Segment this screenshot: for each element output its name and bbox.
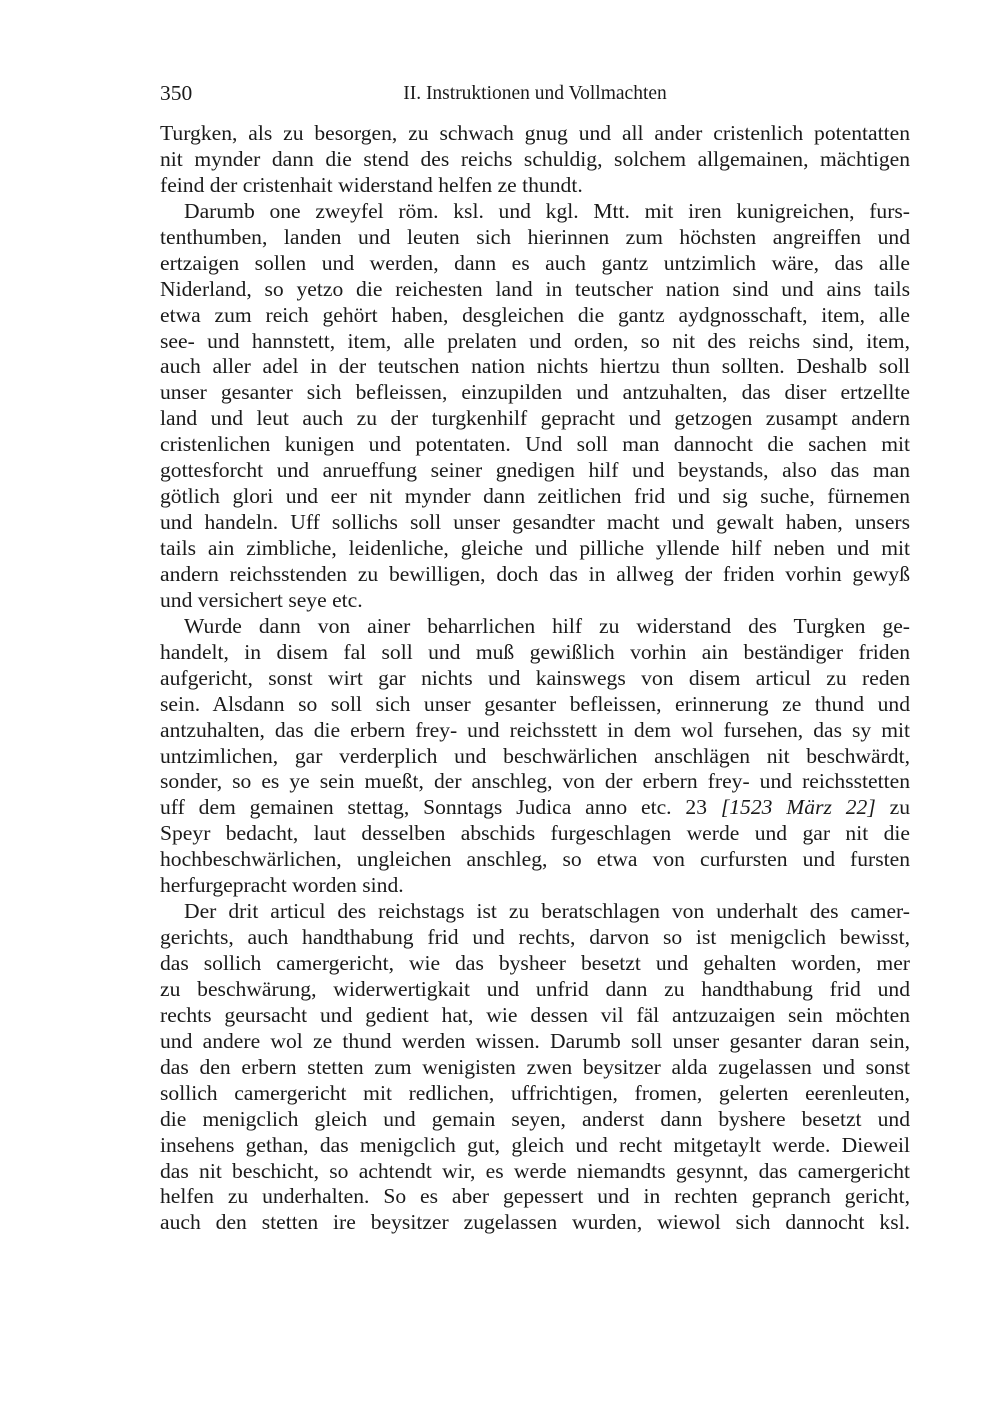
text-line: das den erbern stetten zum wenigisten zwen beysitzer alda zugelassen und sonst — [160, 1054, 910, 1079]
paragraph-3 — [160, 614, 910, 899]
text-line: etwa zum reich gehört haben, desgleichen die gantz aydgnosschaft, item, alle — [160, 302, 910, 327]
text-line: hochbeschwärlichen, ungleichen anschleg, so etwa von curfursten und fursten — [160, 847, 910, 872]
text-line: ertzaigen sollen und werden, dann es auch gantz untzimlich wäre, das alle — [160, 250, 910, 275]
text-line: andern reichsstenden zu bewilligen, doch das in allweg der friden vorhin gewyß — [160, 561, 910, 586]
text-line: Turgken, als zu besorgen, zu schwach gnug und all ander cristenlich potentatten — [160, 121, 910, 145]
text-line: nit mynder dann die stend des reichs schuldig, solchem allgemainen, mächtigen — [160, 146, 910, 171]
text-line: Darumb one zweyfel röm. ksl. und kgl. Mtt. mit iren kunigreichen, furs- — [184, 198, 910, 223]
text-line: und handeln. Uff sollichs soll unser gesandter macht und gewalt haben, unsers — [160, 510, 910, 535]
running-title: II. Instruktionen und Vollmachten — [403, 83, 667, 104]
text-line: zu beschwärung, widerwertigkait und unfrid dann zu handthabung frid und — [160, 976, 910, 1001]
text-segment: zu — [875, 795, 910, 820]
text-segment: uff dem gemainen stettag, Sonntags Judica anno etc. 23 — [160, 795, 721, 820]
text-line: tails ain zimbliche, leidenliche, gleiche und pilliche yllende hilf neben und mit — [160, 536, 910, 560]
editorial-date: [1523 März 22] — [720, 795, 876, 820]
text-line-with-date — [160, 795, 910, 821]
body-text — [160, 121, 910, 1236]
text-line: auch den stetten ire beysitzer zugelassen wurden, wiewol sich dannocht ksl. — [160, 1210, 910, 1235]
text-line: antzuhalten, das die erbern frey- und reichsstett in dem wol fursehen, das sy mit — [160, 717, 910, 742]
text-line: gottesforcht und anrueffung seiner gnedigen hilf und beystands, also das man — [160, 458, 910, 483]
text-line: Speyr bedacht, laut desselben abschids furgeschlagen werde und gar nit die — [160, 821, 910, 846]
text-line: das sollich camergericht, wie das bysheer besetzt und gehalten worden, mer — [160, 951, 910, 975]
text-line: insehens gethan, das menigclich gut, gleich und recht mitgetaylt werde. Dieweil — [160, 1132, 910, 1157]
text-line: Wurde dann von ainer beharrlichen hilf zu widerstand des Turgken ge- — [184, 613, 910, 638]
running-header — [160, 78, 910, 108]
text-line: unser gesanter sich befleissen, einzupilden und antzuhalten, das diser ertzellte — [160, 380, 910, 405]
text-line: gerichts, auch handthabung frid und rechts, darvon so ist menigclich bewisst, — [160, 925, 910, 950]
text-line: sein. Alsdann so soll sich unser gesanter befleissen, erinnerung ze thund und — [160, 691, 910, 716]
text-line: feind der cristenhait widerstand helfen ze thundt. — [160, 172, 583, 197]
text-line: das nit beschicht, so achtendt wir, es werde niemandts gesynnt, das camergericht — [160, 1158, 910, 1183]
text-line: sollich camergericht mit redlichen, uffrichtigen, fromen, gelerten eerenleuten, — [160, 1080, 910, 1105]
text-line: tenthumben, landen und leuten sich hierinnen zum höchsten angreiffen und — [160, 224, 910, 249]
text-line: aufgericht, sonst wirt gar nichts und kainswegs von disem articul zu reden — [160, 665, 910, 690]
text-line: rechts geursacht und gedient hat, wie dessen vil fäl antzuzaigen sein möchten — [160, 1002, 910, 1027]
text-line: sonder, so es ye sein mueßt, der anschleg, von der erbern frey- und reichsstetten — [160, 769, 910, 794]
text-line: Niderland, so yetzo die reichesten land in teutscher nation sind und ains tails — [160, 276, 910, 301]
paragraph-2 — [160, 199, 910, 614]
text-line: untzimlichen, gar verderplich und beschwärlichen anschlägen nit beschwärdt, — [160, 743, 910, 768]
text-line: see- und hannstett, item, alle prelaten und orden, so nit des reichs sind, item, — [160, 328, 910, 353]
page-number: 350 — [160, 81, 193, 105]
text-line: herfurgepracht worden sind. — [160, 873, 404, 898]
text-line: die menigclich gleich und gemain seyen, anderst dann byshere besetzt und — [160, 1106, 910, 1131]
text-line: Der drit articul des reichstags ist zu beratschlagen von underhalt des camer- — [184, 899, 910, 924]
paragraph-1 — [160, 121, 910, 199]
text-line: und andere wol ze thund werden wissen. Darumb soll unser gesanter daran sein, — [160, 1028, 910, 1053]
document-page — [160, 78, 910, 1236]
paragraph-4 — [160, 899, 910, 1236]
text-line: handelt, in disem fal soll und muß gewißlich vorhin ain beständiger friden — [160, 639, 910, 664]
text-line: helfen zu underhalten. So es aber gepessert und in rechten gepranch gericht, — [160, 1184, 910, 1209]
text-line: land und leut auch zu der turgkenhilf gepracht und getzogen zusampt andern — [160, 406, 910, 431]
text-line: cristenlichen kunigen und potentaten. Und soll man dannocht die sachen mit — [160, 432, 910, 457]
text-line: und versichert seye etc. — [160, 587, 363, 612]
text-line: götlich glori und eer nit mynder dann zeitlichen frid und sig suche, fürnemen — [160, 484, 910, 509]
text-line: auch aller adel in der teutschen nation nichts hiertzu thun sollten. Deshalb soll — [160, 354, 910, 379]
